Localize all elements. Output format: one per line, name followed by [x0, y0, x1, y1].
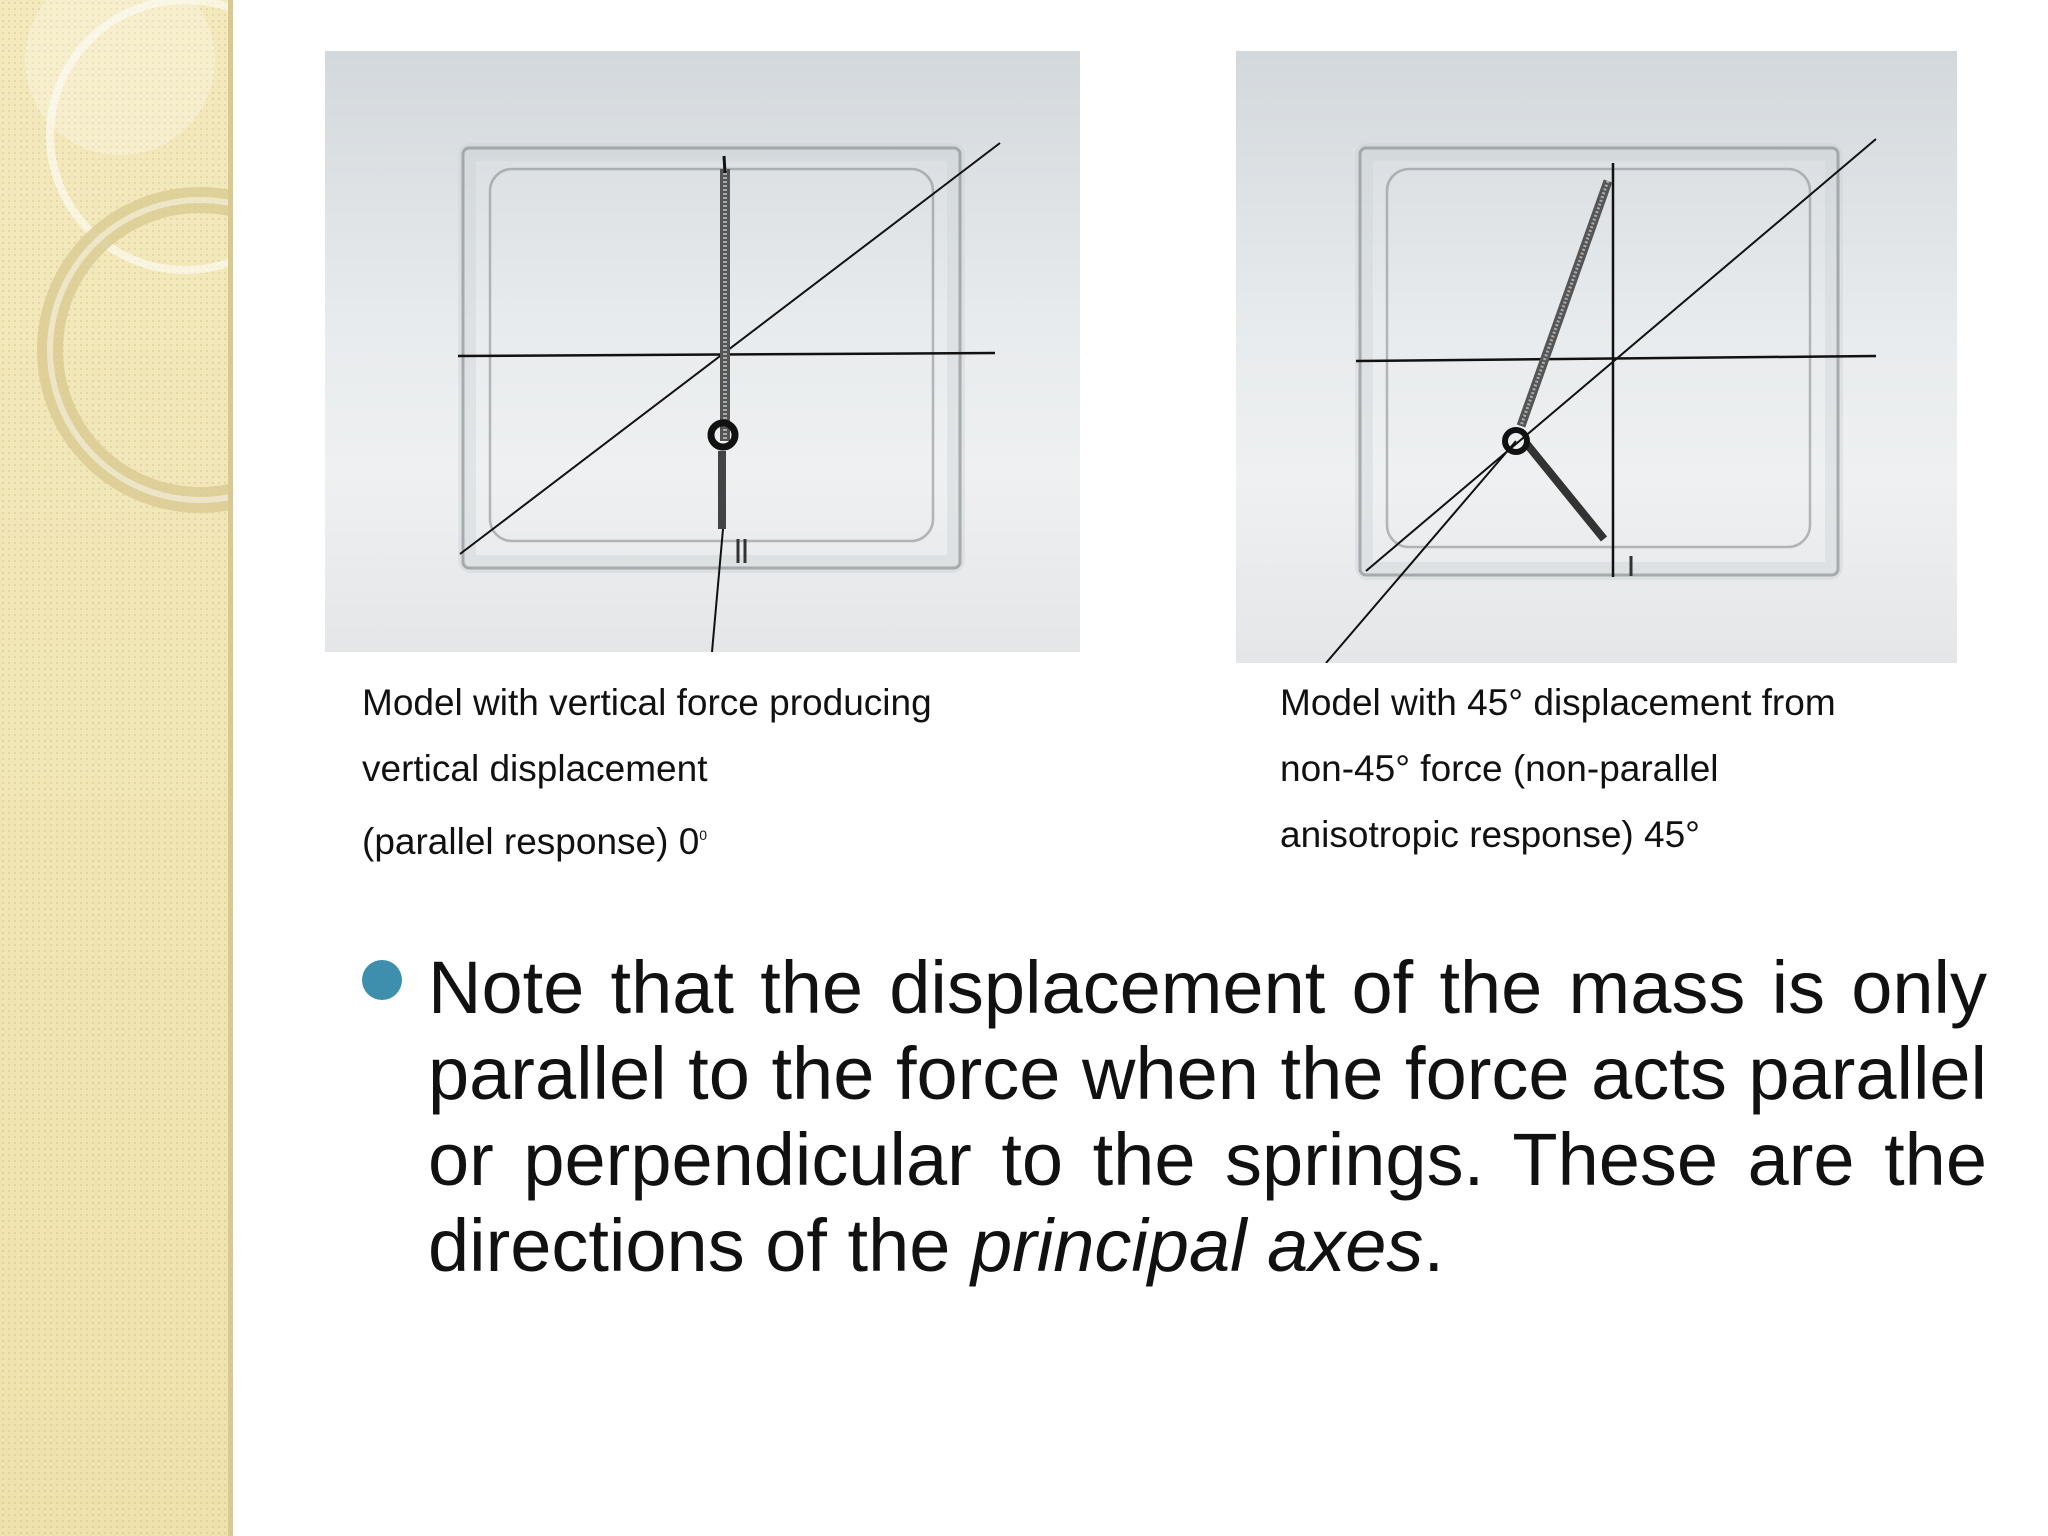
- caption-left: [362, 670, 1002, 875]
- sidebar-divider: [228, 0, 233, 1536]
- caption-right-line-1: Model with 45° displacement from: [1280, 682, 1836, 723]
- caption-right-line-3: anisotropic response) 45°: [1280, 814, 1700, 855]
- sidebar-decoration: [0, 0, 228, 1536]
- caption-left-line-2: vertical displacement: [362, 748, 708, 789]
- caption-left-line-3: [362, 802, 1002, 875]
- caption-right: [1280, 670, 1920, 868]
- bullet-point: [362, 945, 1987, 1289]
- bullet-dot-icon: [362, 960, 402, 1000]
- model-vertical-force-photo: [325, 51, 1080, 652]
- model-45-degree-displacement-photo: [1236, 51, 1957, 663]
- bullet-text-emphasis: principal axes: [970, 1204, 1424, 1287]
- caption-left-line-3-text: (parallel response) 0: [362, 821, 700, 862]
- caption-left-degree-superscript: 0: [699, 827, 708, 843]
- bullet-text-main: Note that the displacement of the mass is only parallel to the force when the force acts parallel or perpendicular to the springs. These are the directions of the: [428, 946, 1987, 1287]
- caption-left-line-1: Model with vertical force producing: [362, 682, 932, 723]
- decorative-rings: [0, 0, 228, 520]
- caption-right-line-2: non-45° force (non-parallel: [1280, 748, 1719, 789]
- bullet-text: [428, 945, 1987, 1289]
- bullet-text-end: .: [1423, 1204, 1444, 1287]
